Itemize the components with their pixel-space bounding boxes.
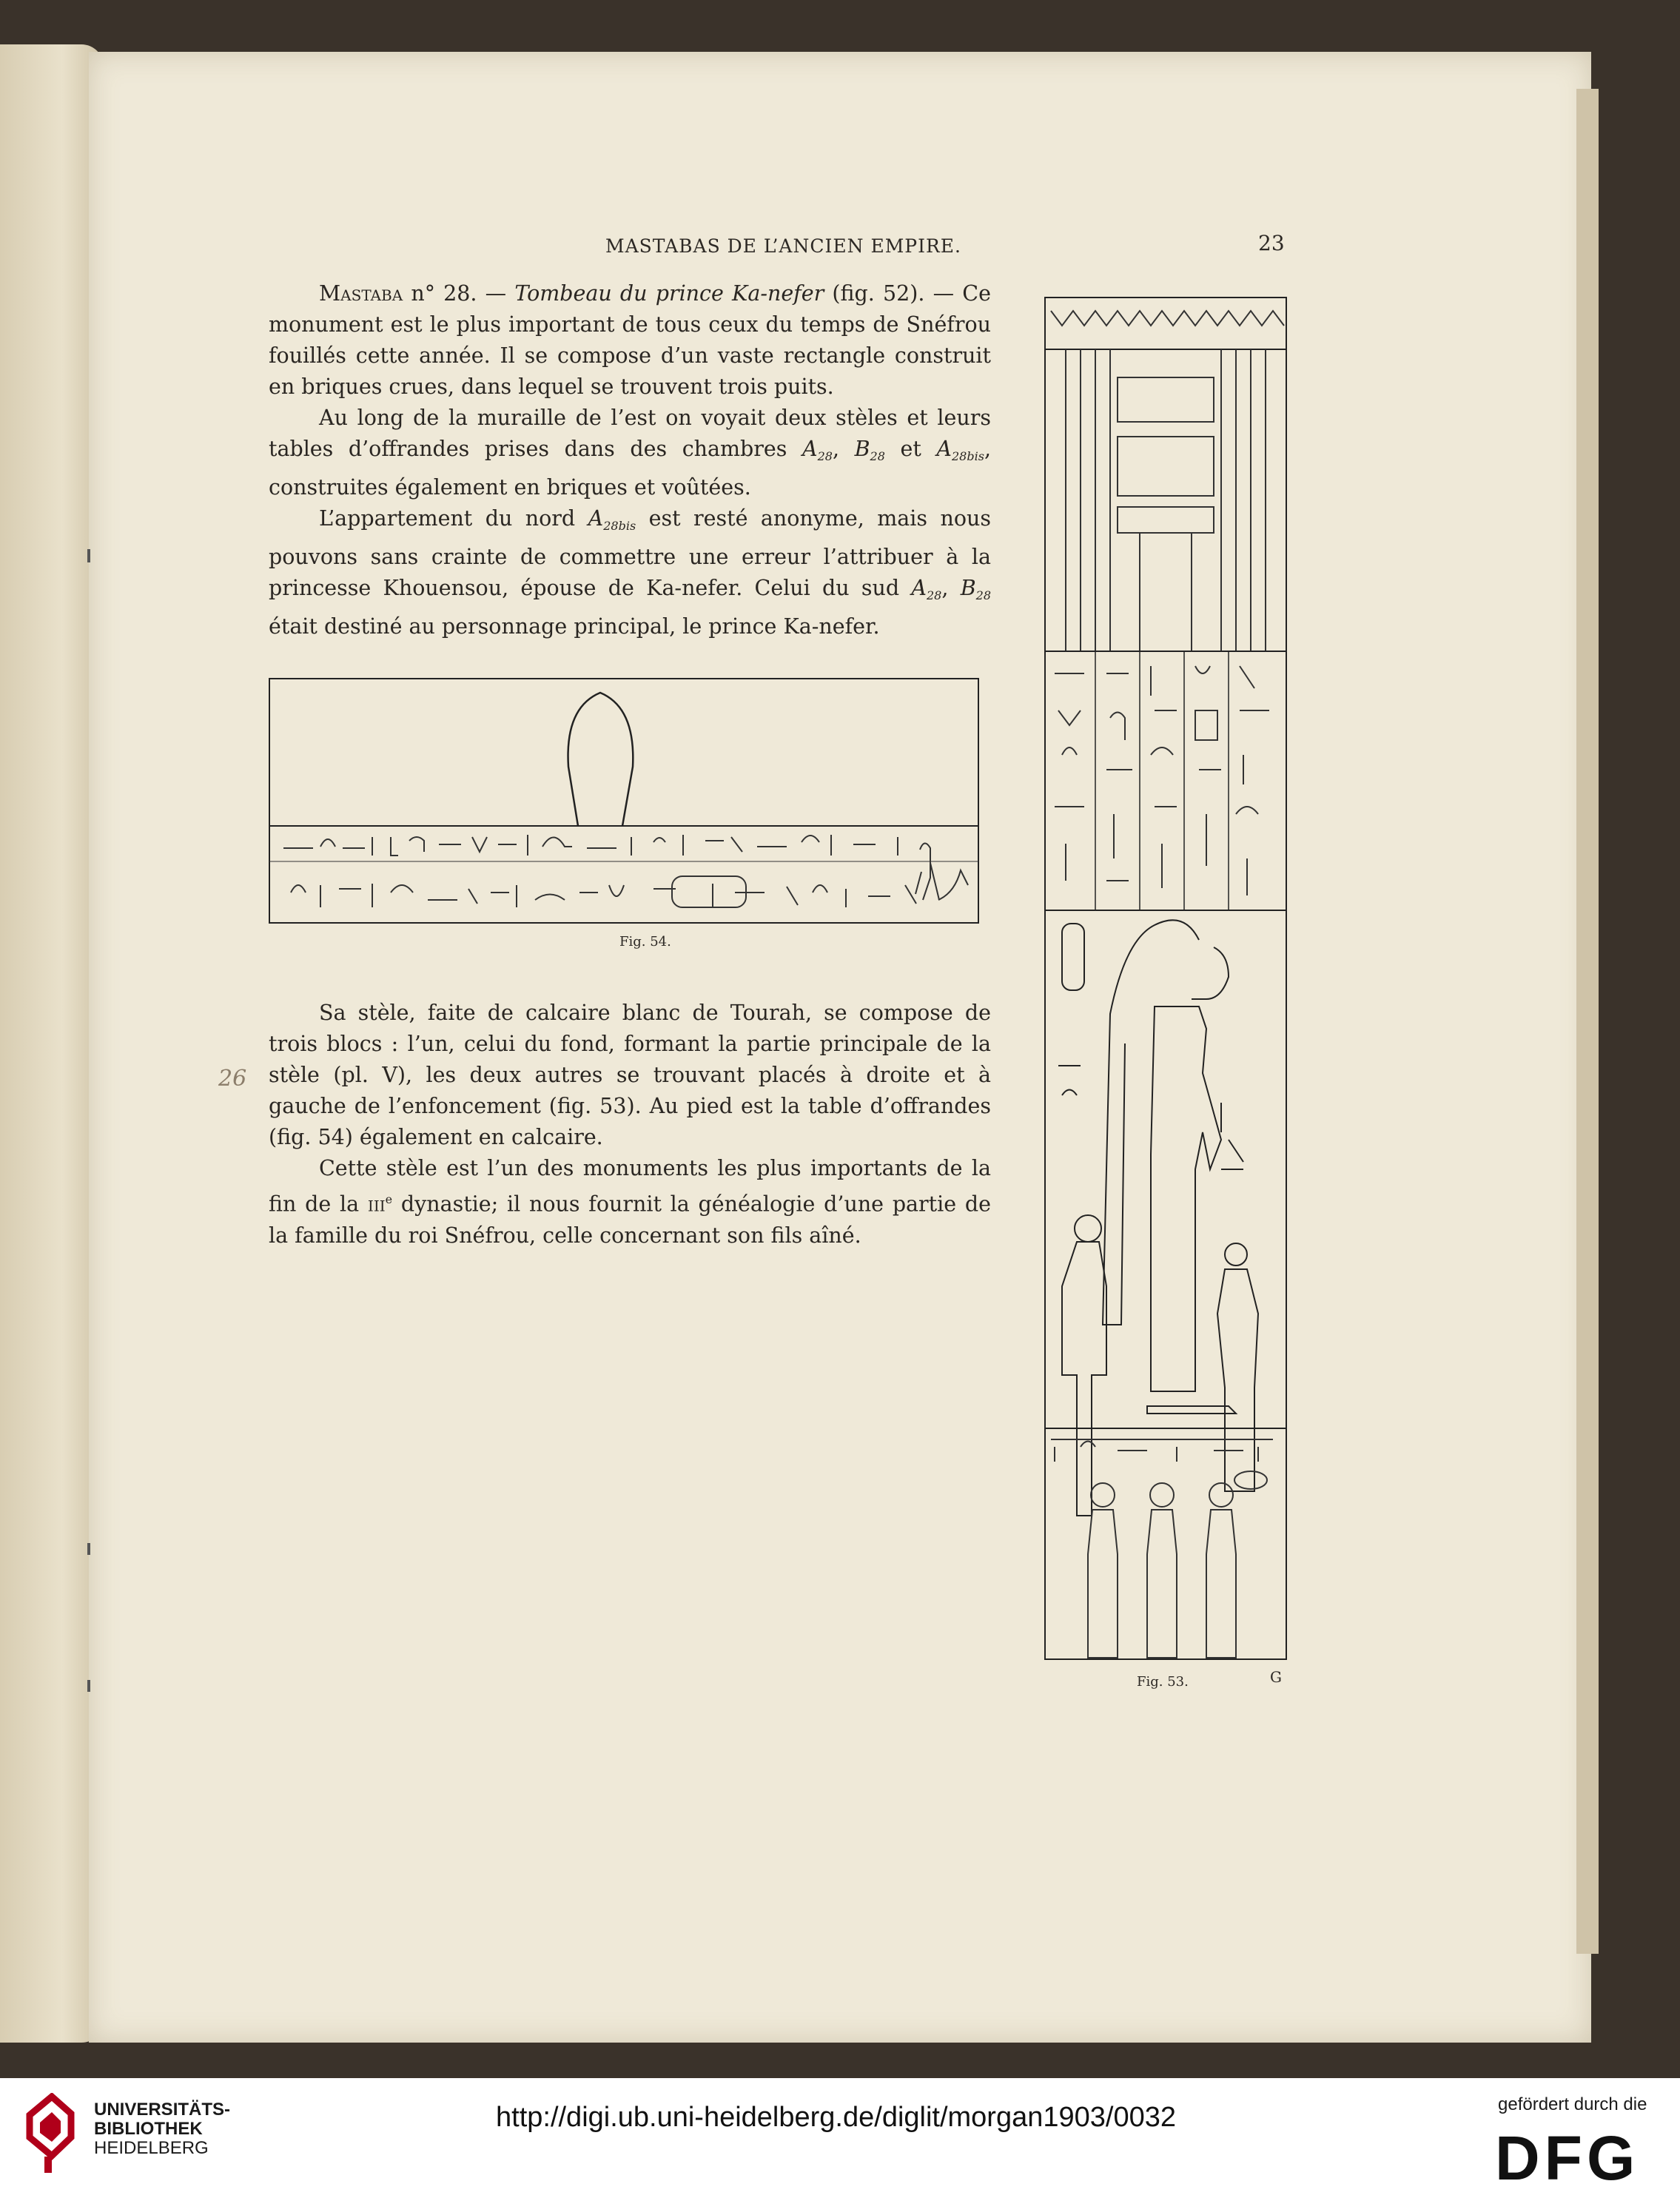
- page-number: 23: [1258, 231, 1285, 255]
- digital-url-link[interactable]: http://digi.ub.uni-heidelberg.de/diglit/morgan1903/0032: [496, 2102, 1176, 2133]
- paragraph-4: Sa stèle, faite de calcaire blanc de Tourah, se compose de trois blocs : l’un, celui du fond, formant la partie principale de la stèle (pl. V), les deux autres se trouvant placés à droite et à gauche de l’enfoncement (fig. 53). Au pied est la table d’offrandes (fig. 54) également en calcaire.: [269, 1001, 991, 1149]
- paragraph-2: Au long de la muraille de l’est on voyait deux stèles et leurs tables d’offrandes prises dans des chambres $A_{28}$, $B_{28}$ et $A_{28bis}$, construites également en briques et voûtées.: [269, 406, 991, 500]
- pencil-mark: [87, 549, 90, 562]
- page-stack-edge: [1576, 89, 1599, 1954]
- figure-54-caption: Fig. 54.: [619, 934, 671, 950]
- paragraph-1: [269, 278, 991, 403]
- university-logo-icon: [22, 2093, 78, 2174]
- digitization-footer: [0, 2078, 1680, 2198]
- text-block-lower: [269, 998, 991, 1251]
- paragraph-1-rest: (fig. 52). — Ce monument est le plus important de tous ceux du temps de Snéfrou fouillés cette année. Il se compose d’un vaste rectangle construit en briques crues, dans lequel se trouvent trois puits.: [269, 281, 991, 399]
- pencil-mark: [87, 1543, 90, 1555]
- engraver-signature: G: [1270, 1668, 1282, 1686]
- pencil-margin-note: 26: [218, 1066, 247, 1092]
- paragraph-5: Cette stèle est l’un des monuments les plus importants de la fin de la iii$^e$ dynastie; il nous fournit la généalogie d’une partie de la famille du roi Snéfrou, celle concernant son fils aîné.: [269, 1156, 991, 1248]
- mastaba-number: n° 28. —: [403, 281, 515, 306]
- figure-53-stela-panel: [1044, 296, 1288, 1665]
- tomb-title: Tombeau du prince Ka-nefer: [514, 281, 824, 306]
- dfg-logo: DFG: [1495, 2123, 1640, 2193]
- figure-54-offering-table: [269, 678, 979, 926]
- funding-label: gefördert durch die: [1498, 2094, 1647, 2114]
- pencil-mark: [87, 1680, 90, 1692]
- previous-page-edge: [0, 44, 104, 2043]
- university-logo-text: UNIVERSITÄTS- BIBLIOTHEK HEIDELBERG: [94, 2100, 231, 2158]
- paragraph-3: L’appartement du nord $A_{28bis}$ est resté anonyme, mais nous pouvons sans crainte de commettre une erreur l’attribuer à la princesse Khouensou, épouse de Ka-nefer. Celui du sud $A_{28}$, $B_{28}$ était destiné au personnage principal, le prince Ka-nefer.: [269, 506, 991, 639]
- mastaba-label: Mastaba: [319, 281, 403, 306]
- figure-53-caption: Fig. 53.: [1137, 1674, 1189, 1690]
- text-block-upper: [269, 278, 991, 642]
- running-head: MASTABAS DE L’ANCIEN EMPIRE.: [605, 235, 962, 257]
